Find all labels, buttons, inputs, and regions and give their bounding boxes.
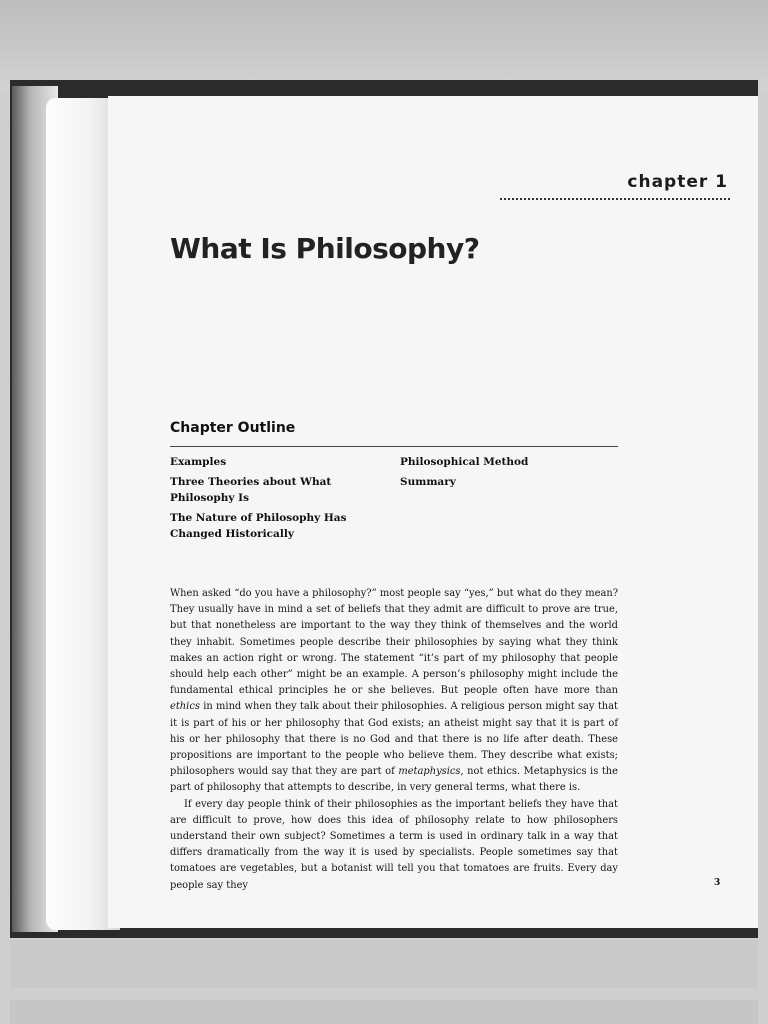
emphasis-ethics: ethics xyxy=(170,701,200,713)
chapter-label: chapter 1 xyxy=(627,172,728,192)
outline-item: Three Theories about What Philosophy Is xyxy=(170,476,332,504)
emphasis-metaphysics: metaphysics xyxy=(398,766,461,778)
text-run: in mind when they talk about their philosophies. A religious person might say that it is part of his or her philosophy that God exists; an atheist might say that it is part of his or her philosophy that there is no God and that there is no life after death. These propositions are important to the people who believe them. They describe what exists; philosophers would say that they are part of xyxy=(170,701,618,778)
chapter-title: What Is Philosophy? xyxy=(170,232,480,265)
scan-background-bottom-strip xyxy=(10,1000,758,1024)
outline-item: Philosophical Method xyxy=(400,456,529,468)
outline-left-column xyxy=(170,454,370,546)
outline-item: The Nature of Philosophy Has Changed Historically xyxy=(170,512,347,540)
outline-right-column xyxy=(400,454,600,494)
outline-item: Examples xyxy=(170,456,227,468)
scan-background-top xyxy=(0,0,768,90)
outline-item: Summary xyxy=(400,476,456,488)
body-paragraph-1 xyxy=(170,586,618,797)
text-run: , not ethics. Metaphysics is the part of philosophy that attempts to describe, in very general terms, what there is. xyxy=(170,766,619,794)
chapter-outline-heading: Chapter Outline xyxy=(170,420,296,436)
chapter-dotted-rule xyxy=(500,198,730,200)
body-paragraph-2: If every day people think of their philosophies as the important beliefs they have that are difficult to prove, how does this idea of philosophy relate to how philosophers understand their own subject? Sometimes a term is used in ordinary talk in a way that differs dramatically from the way it is used by specialists. People sometimes say that tomatoes are vegetables, but a botanist will tell you that tomatoes are fruits. Every day people say they xyxy=(170,798,618,891)
book-page xyxy=(108,96,758,928)
outline-divider xyxy=(170,446,618,447)
body-text xyxy=(170,586,618,894)
page-number: 3 xyxy=(714,878,721,888)
text-run: When asked “do you have a philosophy?” most people say “yes,” but what do they mean? They usually have in mind a set of beliefs that they admit are difficult to prove are true, but that nonetheless are important to the way they think of themselves and the world they inhabit. Sometimes people describe their philosophies by saying what they think makes an action right or wrong. The statement “it’s part of my philosophy that people should help each other” might be an example. A person’s philosophy might include the fundamental ethical principles he or she believes. But people often have more than xyxy=(170,588,618,697)
scan-background-bottom xyxy=(10,940,758,988)
